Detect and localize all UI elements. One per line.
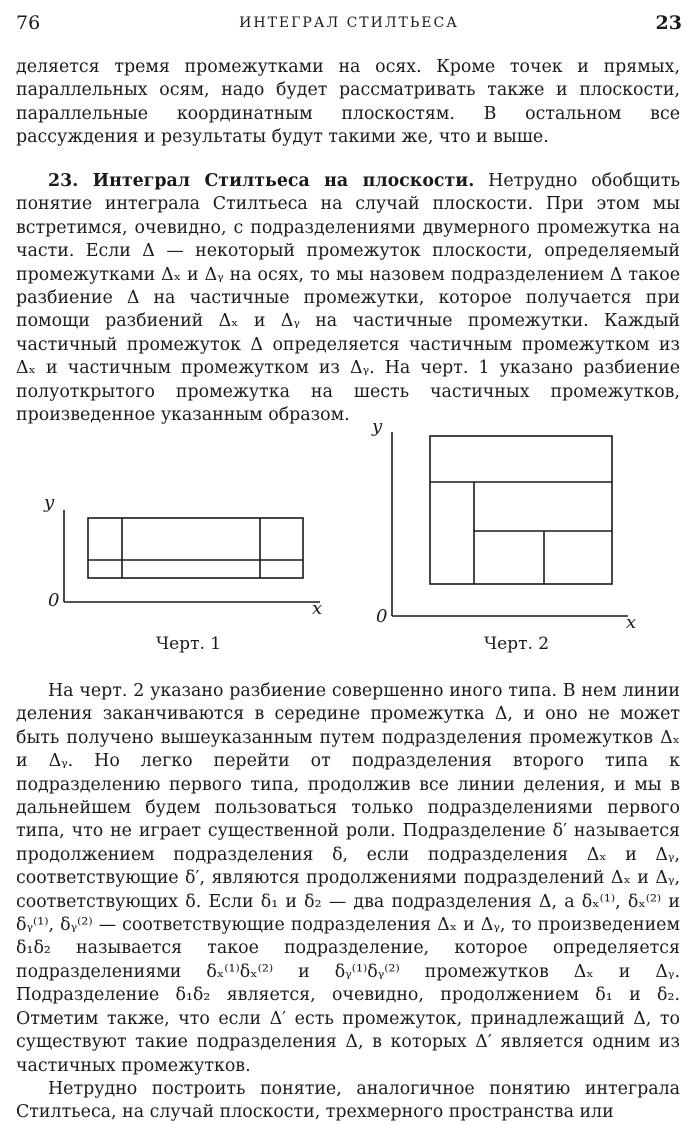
fig1-y-label: y — [44, 492, 55, 513]
section-23 — [16, 170, 680, 427]
running-title: ИНТЕГРАЛ СТИЛТЬЕСА — [239, 15, 459, 31]
fig1-rectangle — [88, 518, 303, 578]
figures-drawing — [0, 410, 698, 670]
final-paragraph: Нетрудно построить понятие, аналогичное понятию интеграла Стилтьеса, на случай плоскости, трехмерного пространства или — [16, 1078, 680, 1123]
fig2-caption: Черт. 2 — [484, 634, 550, 654]
body-text — [16, 680, 680, 1125]
page-header — [16, 12, 682, 40]
fig2-origin-label: 0 — [376, 606, 388, 627]
fig2-y-label: y — [372, 416, 383, 437]
section-title: 23. Интеграл Стилтьеса на плоскости. — [48, 171, 475, 191]
figures — [0, 410, 698, 670]
intro-paragraph — [16, 56, 680, 150]
paragraph-after-figures: На черт. 2 указано разбиение совершенно иного типа. В нем линии деления заканчиваются в середине промежутка Δ, и оно не может быть получено вышеуказанным путем подразделения промежутков Δₓ и Δᵧ. Но легко перейти от подразделения второго типа к подразделению первого типа, продолжив все линии деления, и мы в дальнейшем будем пользоваться только подразделениями первого типа, что не играет существенной роли. Подразделение δ′ называется продолжением подразделения δ, если подразделения Δₓ и Δᵧ, соответствующие δ′, являются продолжениями подразделений Δₓ и Δᵧ, соответствующих δ. Если δ₁ и δ₂ — два подразделения Δ, а δₓ⁽¹⁾, δₓ⁽²⁾ и δᵧ⁽¹⁾, δᵧ⁽²⁾ — соответствующие подразделения Δₓ и Δᵧ, то произведением δ₁δ₂ называется такое подразделение, которое определяется подразделениями δₓ⁽¹⁾δₓ⁽²⁾ и δᵧ⁽¹⁾δᵧ⁽²⁾ промежутков Δₓ и Δᵧ. Подразделение δ₁δ₂ является, очевидно, продолжением δ₁ и δ₂. Отметим также, что если Δ′ есть промежуток, принадлежащий Δ, то существуют такие подразделения Δ, в которых Δ′ является одним из частичных промежутков. — [16, 681, 680, 1076]
fig1-origin-label: 0 — [48, 590, 60, 611]
figure-2-diagram — [392, 432, 628, 616]
page-number: 76 — [16, 12, 41, 34]
section-paragraph — [16, 170, 680, 427]
section-body: Нетрудно обобщить понятие интеграла Стилтьеса на случай плоскости. При этом мы встретимся, очевидно, с подразделениями двумерного промежутка на части. Если Δ — некоторый промежуток плоскости, определяемый промежутками Δₓ и Δᵧ на осях, то мы назовем подразделением Δ такое разбиение Δ на частичные промежутки, которое получается при помощи разбиений Δₓ и Δᵧ на частичные промежутки. Каждый частичный промежуток Δ определяется частичным промежутком из Δₓ и частичным промежутком из Δᵧ. На черт. 1 указано разбиение полуоткрытого промежутка на шесть частичных промежутков, произведенное указанным образом. — [16, 171, 680, 426]
figure-1-diagram — [64, 510, 320, 602]
fig1-x-label: x — [312, 598, 323, 619]
fig1-caption: Черт. 1 — [156, 634, 222, 654]
fig2-rectangle — [430, 436, 612, 584]
intro-paragraph-text: деляется тремя промежутками на осях. Кроме точек и прямых, параллельных осям, надо будет рассматривать также и плоскости, параллельные координатным плоскостям. В остальном все рассуждения и результаты будут такими же, что и выше. — [16, 57, 680, 148]
section-number: 23 — [655, 12, 682, 34]
fig2-x-label: x — [626, 612, 637, 633]
